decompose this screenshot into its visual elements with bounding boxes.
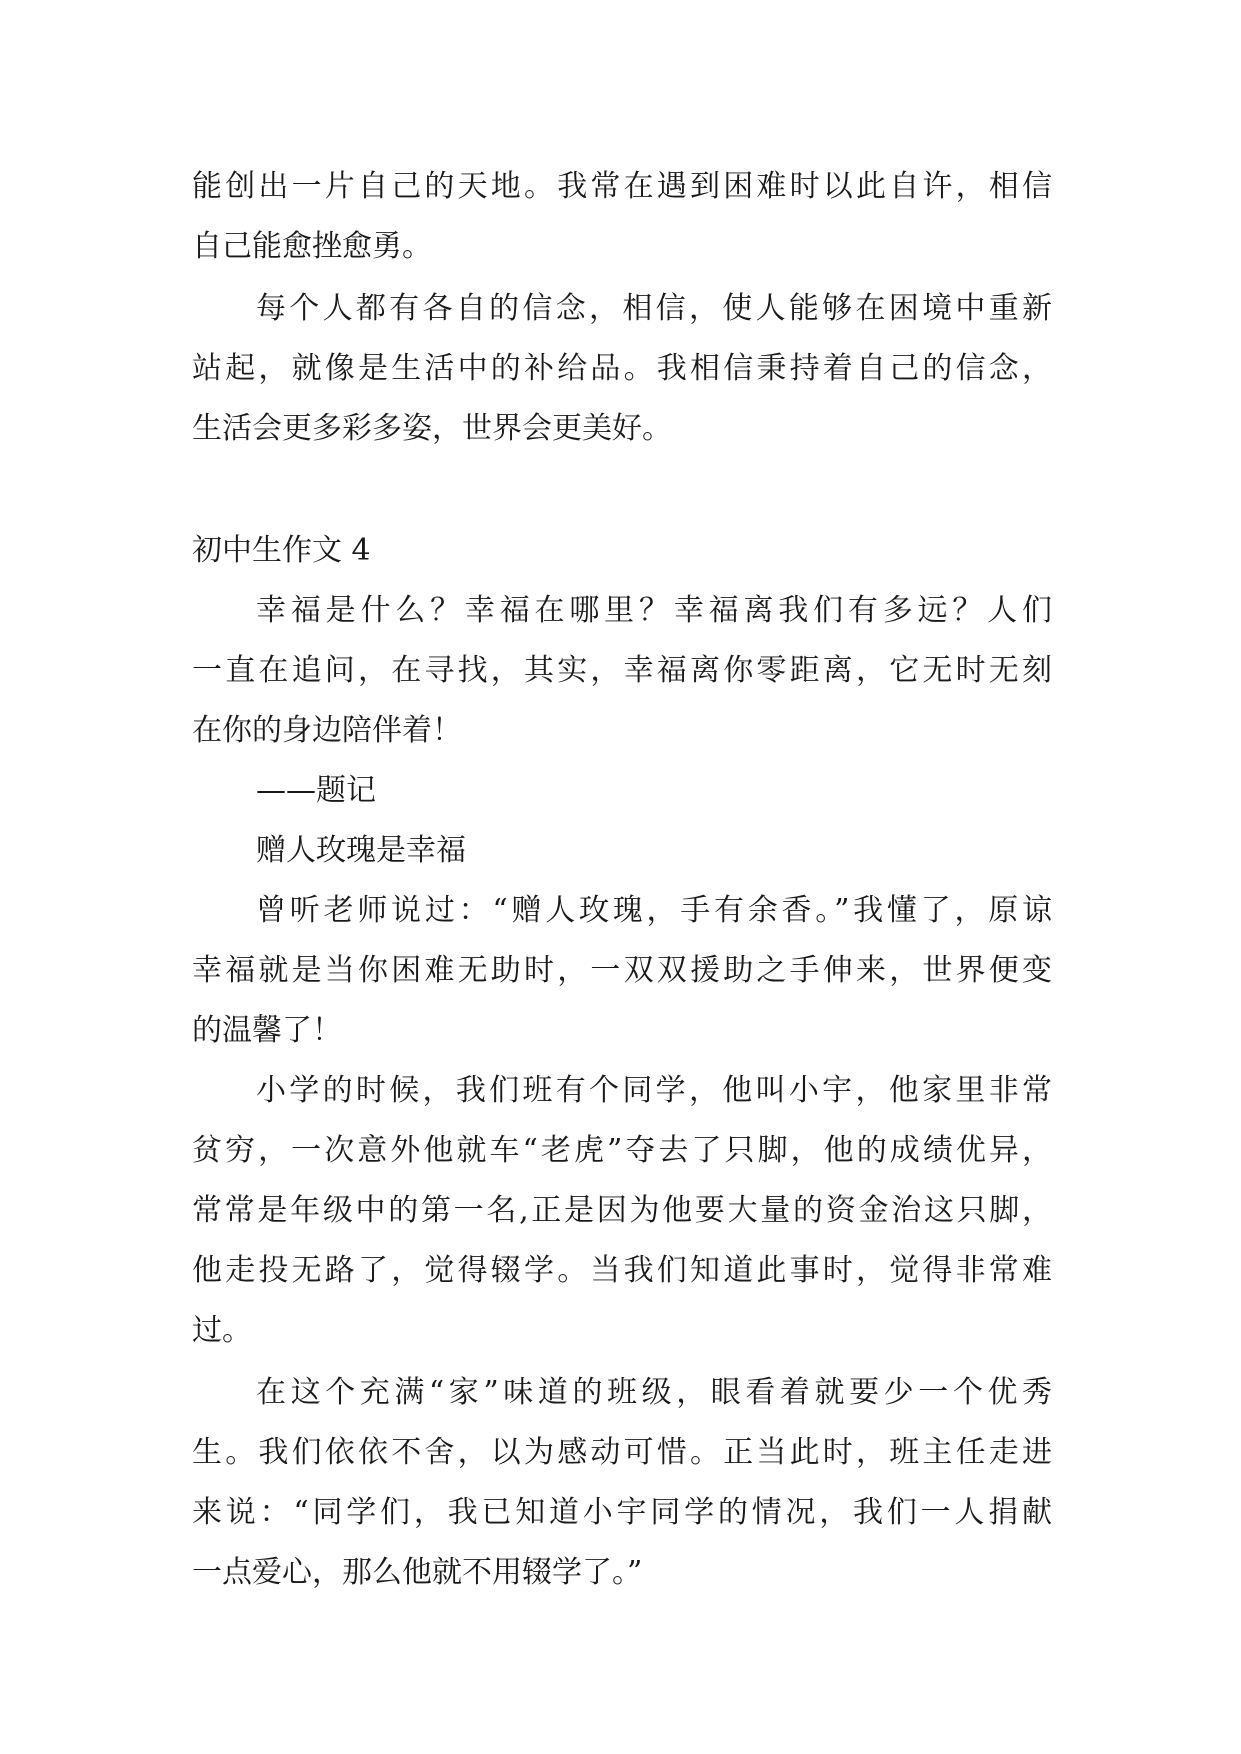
paragraph-first-line: 在这个充满“家”味道的班级，眼看着就要少一个优秀	[256, 1375, 1052, 1410]
text-line: 来说：“同学们，我已知道小宇同学的情况，我们一人捐献	[192, 1495, 1052, 1530]
section-heading: 初中生作文 4	[192, 533, 371, 568]
text-line: 过。	[192, 1313, 252, 1348]
text-line: 常常是年级中的第一名,正是因为他要大量的资金治这只脚，	[192, 1193, 1052, 1228]
text-line: 在你的身边陪伴着！	[192, 713, 462, 748]
text-line: 的温馨了！	[192, 1013, 342, 1048]
text-line: 他走投无路了，觉得辍学。当我们知道此事时，觉得非常难	[192, 1253, 1052, 1288]
paragraph-first-line: 每个人都有各自的信念，相信，使人能够在困境中重新	[256, 291, 1052, 326]
text-line: 站起，就像是生活中的补给品。我相信秉持着自己的信念，	[192, 351, 1052, 386]
text-line: 自己能愈挫愈勇。	[192, 229, 432, 264]
text-line: 生。我们依依不舍，以为感动可惜。正当此时，班主任走进	[192, 1435, 1052, 1470]
text-line: 幸福就是当你困难无助时，一双双援助之手伸来，世界便变	[192, 953, 1052, 988]
text-line: 生活会更多彩多姿，世界会更美好。	[192, 411, 672, 446]
subheading: 赠人玫瑰是幸福	[256, 833, 466, 868]
epigraph-attribution: ——题记	[256, 773, 376, 808]
text-line: 能创出一片自己的天地。我常在遇到困难时以此自许，相信	[192, 169, 1052, 204]
paragraph-first-line: 幸福是什么？幸福在哪里？幸福离我们有多远？人们	[256, 593, 1052, 628]
paragraph-first-line: 曾听老师说过：“赠人玫瑰，手有余香。”我懂了，原谅	[256, 893, 1052, 928]
paragraph-first-line: 小学的时候，我们班有个同学，他叫小宇，他家里非常	[256, 1073, 1052, 1108]
text-line: 贫穷，一次意外他就车“老虎”夺去了只脚，他的成绩优异，	[192, 1133, 1052, 1168]
text-line: 一直在追问，在寻找，其实，幸福离你零距离，它无时无刻	[192, 653, 1052, 688]
text-line: 一点爱心，那么他就不用辍学了。”	[192, 1555, 643, 1590]
